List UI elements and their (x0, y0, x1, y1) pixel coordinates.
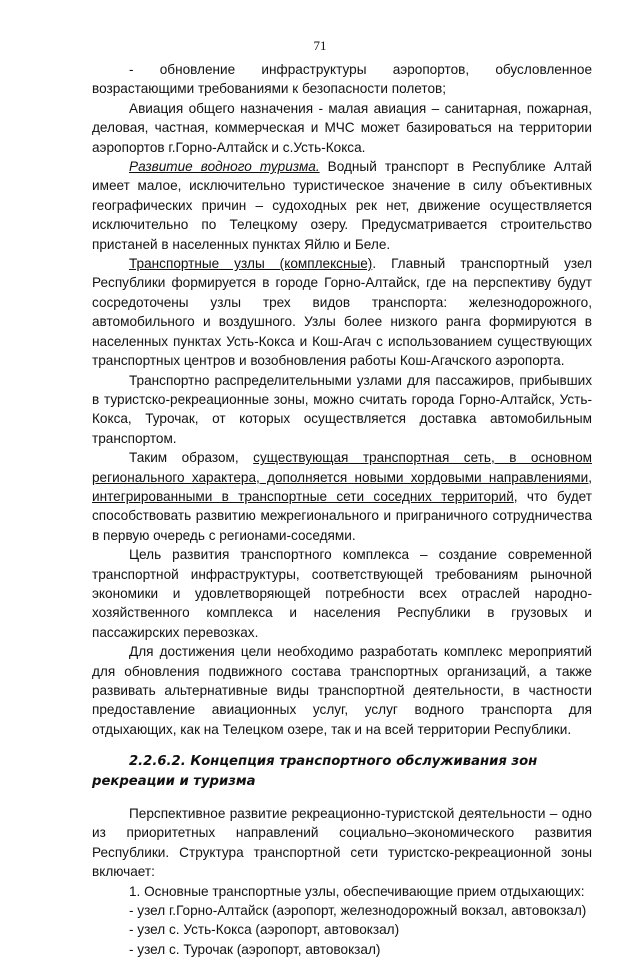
document-body (92, 60, 592, 959)
network-summary-tail: , что будет способствовать развитию межрегионального и приграничного сотрудничества в первую очередь с регионами-соседями. (92, 488, 592, 543)
network-summary-lead: Таким образом, (129, 450, 254, 466)
water-tourism-title: Развитие водного туризма. (129, 159, 320, 175)
section-gap (92, 739, 592, 752)
page-number: 71 (313, 38, 327, 53)
paragraph-network-summary (92, 448, 592, 545)
network-summary-underlined: существующая транспортная сеть, в основном регионального характера, дополняется новыми хордовыми направлениями, интегрированными в транспортные сети соседних территорий (92, 450, 592, 504)
paragraph-section-intro: Перспективное развитие рекреационно-туристской деятельности – одно из приоритетных направлений социально–экономического развития Республики. Структура транспортной сети туристско-рекреационной зоны включает: (92, 806, 592, 880)
paragraph-distribution-hubs: Транспортно распределительными узлами для пассажиров, прибывших в туристско-рекреационные зоны, можно считать города Горно-Алтайск, Усть-Кокса, Турочак, от которых осуществляется доставка автомобильным транспортом. (92, 372, 592, 446)
list-item: - узел с. Турочак (аэропорт, автовокзал) (129, 941, 381, 957)
paragraph-water-tourism (92, 157, 592, 254)
list-item: - узел с. Усть-Кокса (аэропорт, автовокзал) (129, 922, 400, 938)
list-item: - узел г.Горно-Алтайск (аэропорт, железнодорожный вокзал, автовокзал) (129, 903, 587, 919)
transport-hubs-text: . Главный транспортный узел Республики формируется в городе Горно-Алтайск, где на перспективу будут сосредоточены узлы трех видов транспорта: железнодорожного, автомобильного и воздушного. Узлы более низкого ранга формируются в населенных пунктах Усть-Кокса и Кош-Агач с использованием существующих транспортных центров и возобновления работы Кош-Агачского аэропорта. (92, 256, 592, 369)
section-gap (92, 791, 592, 804)
section-heading: 2.2.6.2. Концепция транспортного обслуживания зон рекреации и туризма (92, 754, 538, 789)
paragraph-airport-infrastructure: - обновление инфраструктуры аэропортов, обусловленное возрастающими требованиями к безопасности полетов; (92, 62, 592, 97)
paragraph-measures: Для достижения цели необходимо разработать комплекс мероприятий для обновления подвижного состава транспортных организаций, а также развивать альтернативные виды транспортной деятельности, в частности предоставление авиационных услуг, услуг водного транспорта для отдыхающих, как на Телецком озере, так и на всей территории Республики. (92, 644, 592, 737)
paragraph-development-goal: Цель развития транспортного комплекса – создание современной транспортной инфраструктуры, соответствующей требованиям рыночной экономики и удовлетворяющей потребности всех отраслей народно-хозяйственного комплекса и населения Республики в грузовых и пассажирских перевозках. (92, 547, 592, 640)
paragraph-transport-hubs (92, 254, 592, 370)
paragraph-general-aviation: Авиация общего назначения - малая авиация – санитарная, пожарная, деловая, частная, коммерческая и МЧС может базироваться на территории аэропортов г.Горно-Алтайск и с.Усть-Кокса. (92, 100, 592, 155)
water-tourism-text: Водный транспорт в Республике Алтай имеет малое, исключительно туристическое значение в силу объективных географических причин – судоходных рек нет, движение осуществляется исключительно по Телецкому озеру. Предусматривается строительство пристаней в населенных пунктах Яйлю и Беле. (92, 159, 592, 252)
transport-hubs-title: Транспортные узлы (комплексные) (129, 256, 373, 272)
list-title: 1. Основные транспортные узлы, обеспечивающие прием отдыхающих: (129, 883, 585, 899)
